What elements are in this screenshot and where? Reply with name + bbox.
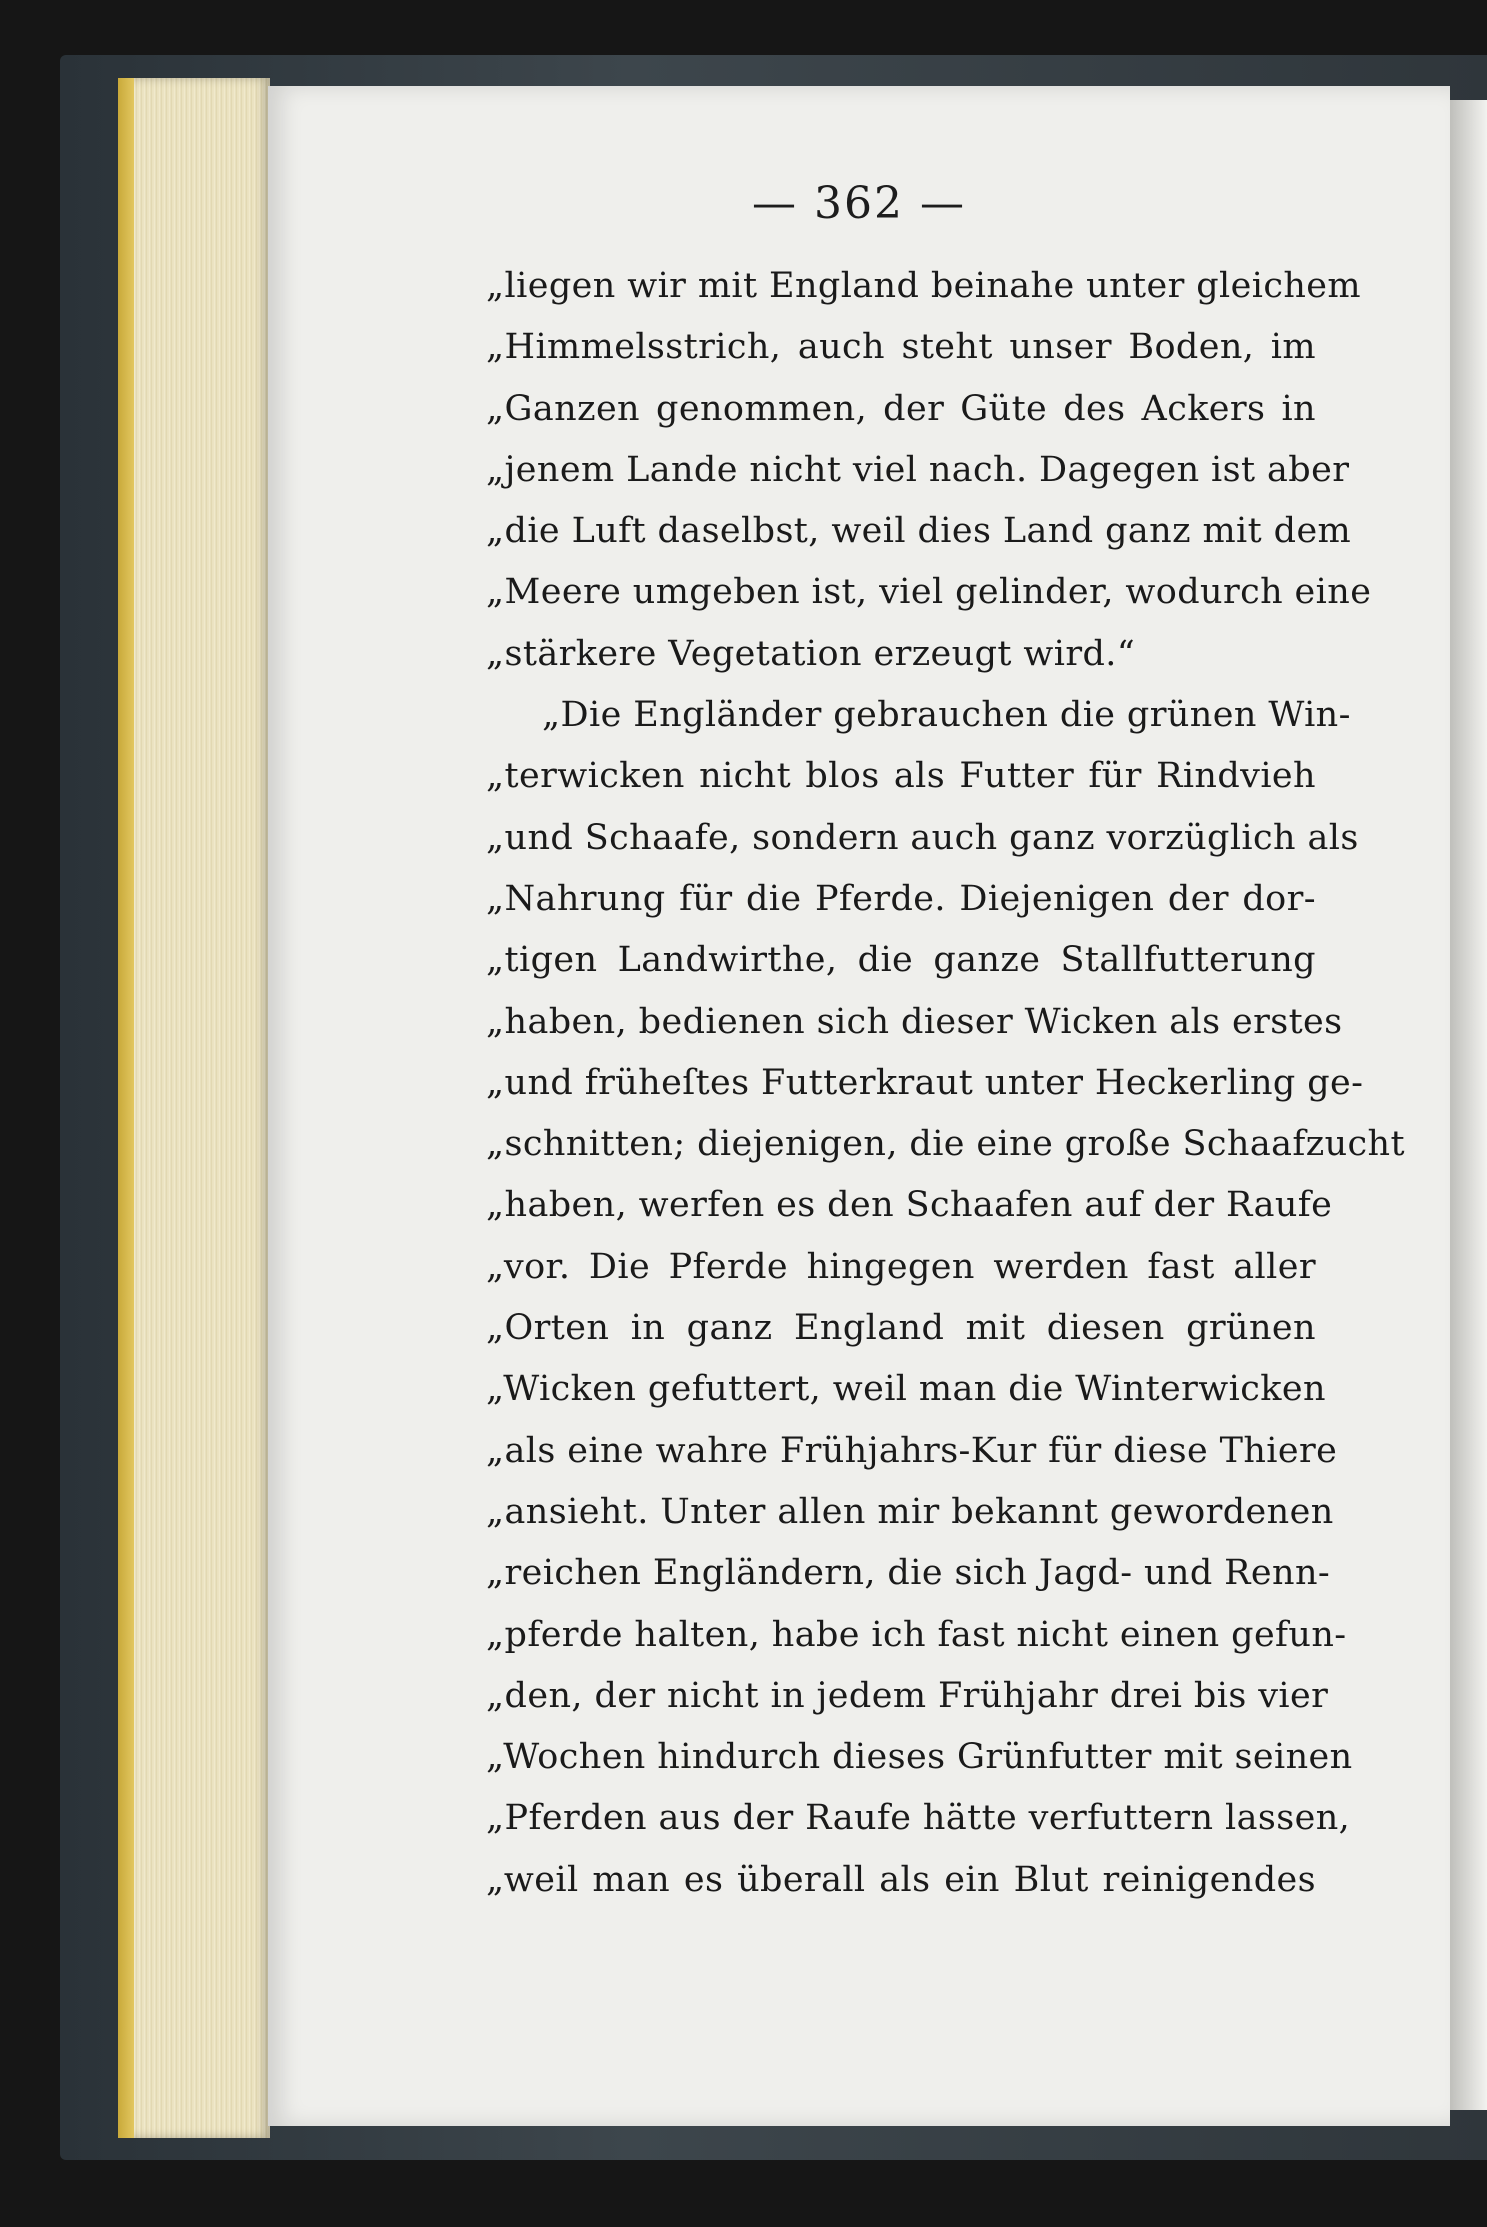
book-page <box>268 86 1450 2126</box>
text-line: „liegen wir mit England beinahe unter gleichem <box>486 266 1361 306</box>
text-line: „jenem Lande nicht viel nach. Dagegen ist aber <box>486 449 1350 490</box>
next-page-edge <box>1450 100 1487 2110</box>
text-line: „Wochen hindurch dieses Grünfutter mit seinen <box>486 1737 1353 1778</box>
text-line: „terwicken nicht blos als Futter für Rindvieh <box>486 756 1316 797</box>
text-block <box>486 256 1405 1911</box>
text-line: „Pferden aus der Raufe hätte verfuttern lassen, <box>486 1798 1351 1839</box>
text-line: „und früheſtes Futterkraut unter Heckerling ge- <box>486 1062 1364 1103</box>
text-line: „als eine wahre Frühjahrs-Kur für diese Thiere <box>486 1430 1338 1471</box>
text-line: „weil man es überall als ein Blut reinigendes <box>486 1859 1316 1900</box>
text-line: „Orten in ganz England mit diesen grünen <box>486 1308 1316 1349</box>
text-line: „pferde halten, habe ich fast nicht einen gefun- <box>486 1614 1347 1655</box>
text-line: „haben, werfen es den Schaafen auf der Raufe <box>486 1185 1333 1226</box>
text-line: „vor. Die Pferde hingegen werden fast aller <box>486 1246 1316 1287</box>
text-line: „ansieht. Unter allen mir bekannt gewordenen <box>486 1491 1334 1532</box>
text-line: „Ganzen genommen, der Güte des Ackers in <box>486 388 1316 429</box>
text-line: „die Luft daselbst, weil dies Land ganz mit dem <box>486 511 1352 552</box>
text-line: „Die Engländer gebrauchen die grünen Win- <box>542 695 1351 736</box>
text-line: „reichen Engländern, die sich Jagd- und Renn- <box>486 1553 1331 1594</box>
text-line: „schnitten; diejenigen, die eine große Schaafzucht <box>486 1124 1405 1165</box>
text-line: „tigen Landwirthe, die ganze Stallfutterung <box>486 940 1316 981</box>
page-edges <box>118 78 270 2138</box>
text-line: „haben, bedienen sich dieser Wicken als erstes <box>486 1001 1343 1042</box>
text-line: „Wicken gefuttert, weil man die Winterwicken <box>486 1369 1326 1410</box>
text-line: „stärkere Vegetation erzeugt wird.“ <box>486 633 1136 674</box>
text-line: „Meere umgeben ist, viel gelinder, wodurch eine <box>486 572 1372 613</box>
page-number: — 362 — <box>752 178 966 229</box>
text-line: „und Schaafe, sondern auch ganz vorzüglich als <box>486 817 1359 858</box>
text-line: „Himmelsstrich, auch steht unser Boden, im <box>486 327 1316 368</box>
text-line: „den, der nicht in jedem Frühjahr drei bis vier <box>486 1675 1329 1716</box>
text-line: „Nahrung für die Pferde. Diejenigen der dor- <box>486 878 1316 919</box>
